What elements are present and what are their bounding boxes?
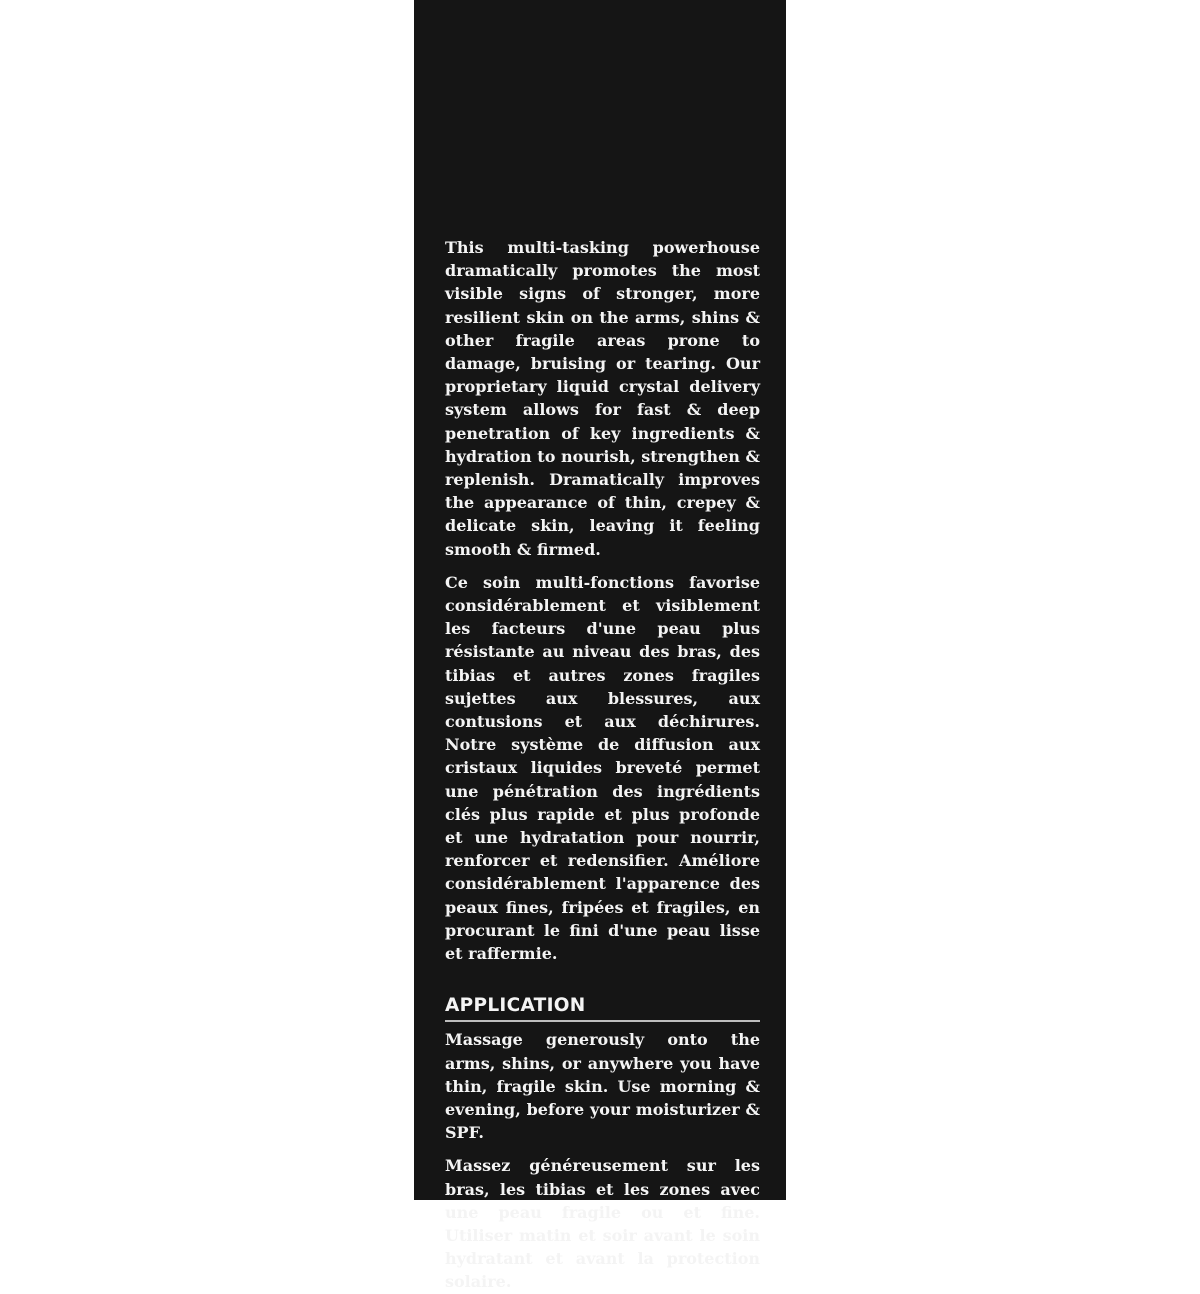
description-english: This multi-tasking powerhouse dramatically promotes the most visible signs of stronger, more resilient skin on the arms, shins & other fragile areas prone to damage, bruising or tearing. Our proprietary liquid crystal delivery system allows for fast & deep penetration of key ingredients & hydration to nourish, strengthen & replenish. Dramatically improves the appearance of thin, crepey & delicate skin, leaving it feeling smooth & firmed. [445,238,760,559]
application-english: Massage generously onto the arms, shins, or anywhere you have thin, fragile skin. Use morning & evening, before your moisturizer & SPF. [445,1030,760,1143]
product-box-side-panel [414,0,786,1292]
panel-text-content [445,236,760,1294]
application-heading: APPLICATION [445,995,760,1022]
application-french: Massez généreusement sur les bras, les tibias et les zones avec une peau fragile ou et fine. Utiliser matin et soir avant le soin hydratant et avant la protection solaire. [445,1156,760,1292]
description-french: Ce soin multi-fonctions favorise considérablement et visiblement les facteurs d'une peau plus résistante au niveau des bras, des tibias et autres zones fragiles sujettes aux blessures, aux contusions et aux déchirures. Notre système de diffusion aux cristaux liquides breveté permet une pénétration des ingrédients clés plus rapide et plus profonde et une hydratation pour nourrir, renforcer et redensifier. Améliore considérablement l'apparence des peaux fines, fripées et fragiles, en procurant le fini d'une peau lisse et raffermie. [445,572,760,964]
